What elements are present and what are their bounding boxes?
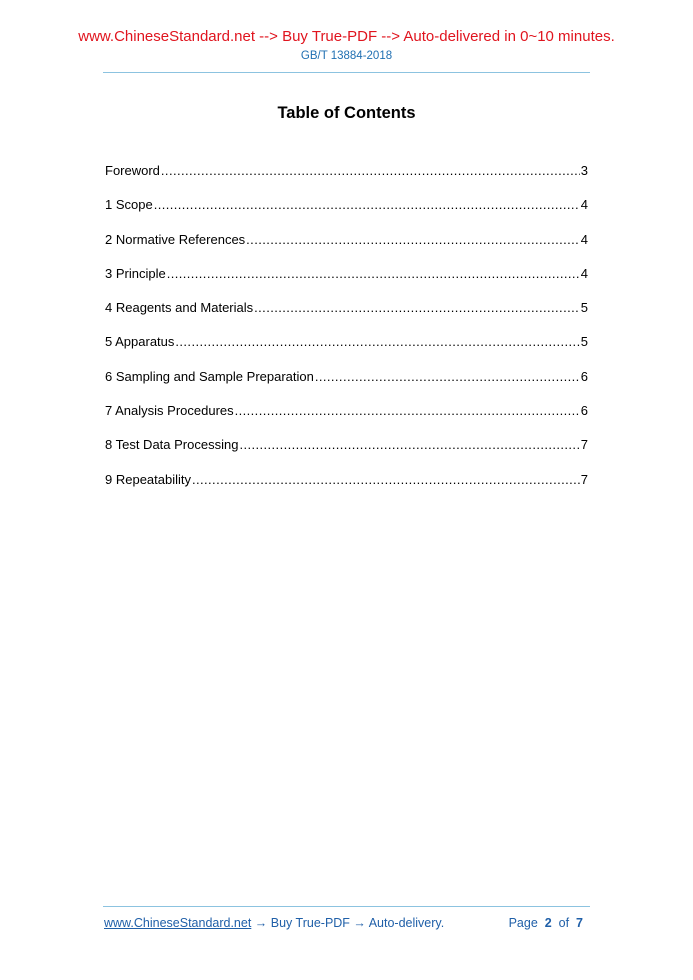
- toc-entry-principle[interactable]: [105, 265, 588, 299]
- toc-entry-page: 4: [580, 231, 588, 247]
- toc-entry-scope[interactable]: [105, 196, 588, 230]
- toc-entry-label: 6 Sampling and Sample Preparation: [105, 368, 314, 384]
- page-current: 2: [544, 916, 552, 930]
- toc-leader-dots: [175, 333, 579, 350]
- footer-divider: [103, 906, 590, 907]
- top-banner: www.ChineseStandard.net --> Buy True-PDF --> Auto-delivered in 0~10 minutes.: [78, 28, 615, 45]
- toc-leader-dots: [235, 402, 580, 419]
- toc-title: Table of Contents: [277, 104, 416, 122]
- page-total: 7: [576, 916, 583, 930]
- toc-leader-dots: [154, 196, 580, 213]
- toc-entry-page: 7: [580, 471, 588, 487]
- toc-entry-repeatability[interactable]: [105, 471, 588, 505]
- toc-leader-dots: [239, 436, 579, 453]
- toc-entry-page: 4: [580, 197, 588, 213]
- toc-entry-label: 3 Principle: [105, 265, 166, 281]
- page-of-word: of: [558, 916, 570, 930]
- toc-entry-page: 6: [580, 403, 588, 419]
- toc-entry-page: 7: [580, 437, 588, 453]
- toc-leader-dots: [161, 162, 580, 179]
- toc-entry-page: 5: [580, 300, 588, 316]
- header-divider: [103, 72, 590, 73]
- toc-leader-dots: [254, 299, 580, 316]
- toc-entry-label: Foreword: [105, 163, 160, 178]
- toc-leader-dots: [167, 265, 580, 282]
- footer-promo: [104, 916, 444, 930]
- footer-tagline: → Buy True-PDF → Auto-delivery.: [251, 916, 445, 930]
- toc-entry-label: 8 Test Data Processing: [105, 437, 239, 453]
- page-word: Page: [508, 916, 538, 930]
- toc-entry-label: 7 Analysis Procedures: [105, 403, 234, 419]
- footer-site-link[interactable]: www.ChineseStandard.net: [104, 916, 252, 930]
- toc-entry-label: 4 Reagents and Materials: [105, 300, 254, 316]
- document-code: GB/T 13884-2018: [300, 50, 393, 62]
- toc-entry-page: 5: [580, 334, 588, 350]
- toc-entry-label: 1 Scope: [105, 197, 153, 213]
- toc-entry-label: 2 Normative References: [105, 231, 246, 247]
- toc-leader-dots: [192, 471, 580, 488]
- toc-entry-reagents-and-materials[interactable]: [105, 299, 588, 333]
- toc-entry-normative-references[interactable]: [105, 231, 588, 265]
- toc-entry-page: 6: [580, 368, 588, 384]
- toc-leader-dots: [315, 368, 580, 385]
- toc-entry-foreword[interactable]: [105, 162, 588, 196]
- toc-entry-label: 9 Repeatability: [105, 471, 191, 487]
- toc-leader-dots: [246, 231, 580, 248]
- toc-entry-apparatus[interactable]: [105, 333, 588, 367]
- toc-entry-page: 4: [580, 265, 588, 281]
- toc-entry-page: 3: [580, 163, 588, 178]
- page-number: [509, 916, 583, 930]
- toc-entry-test-data-processing[interactable]: [105, 436, 588, 470]
- toc-entry-analysis-procedures[interactable]: [105, 402, 588, 436]
- toc-list: [105, 162, 588, 505]
- toc-entry-sampling[interactable]: [105, 368, 588, 402]
- toc-entry-label: 5 Apparatus: [105, 334, 175, 350]
